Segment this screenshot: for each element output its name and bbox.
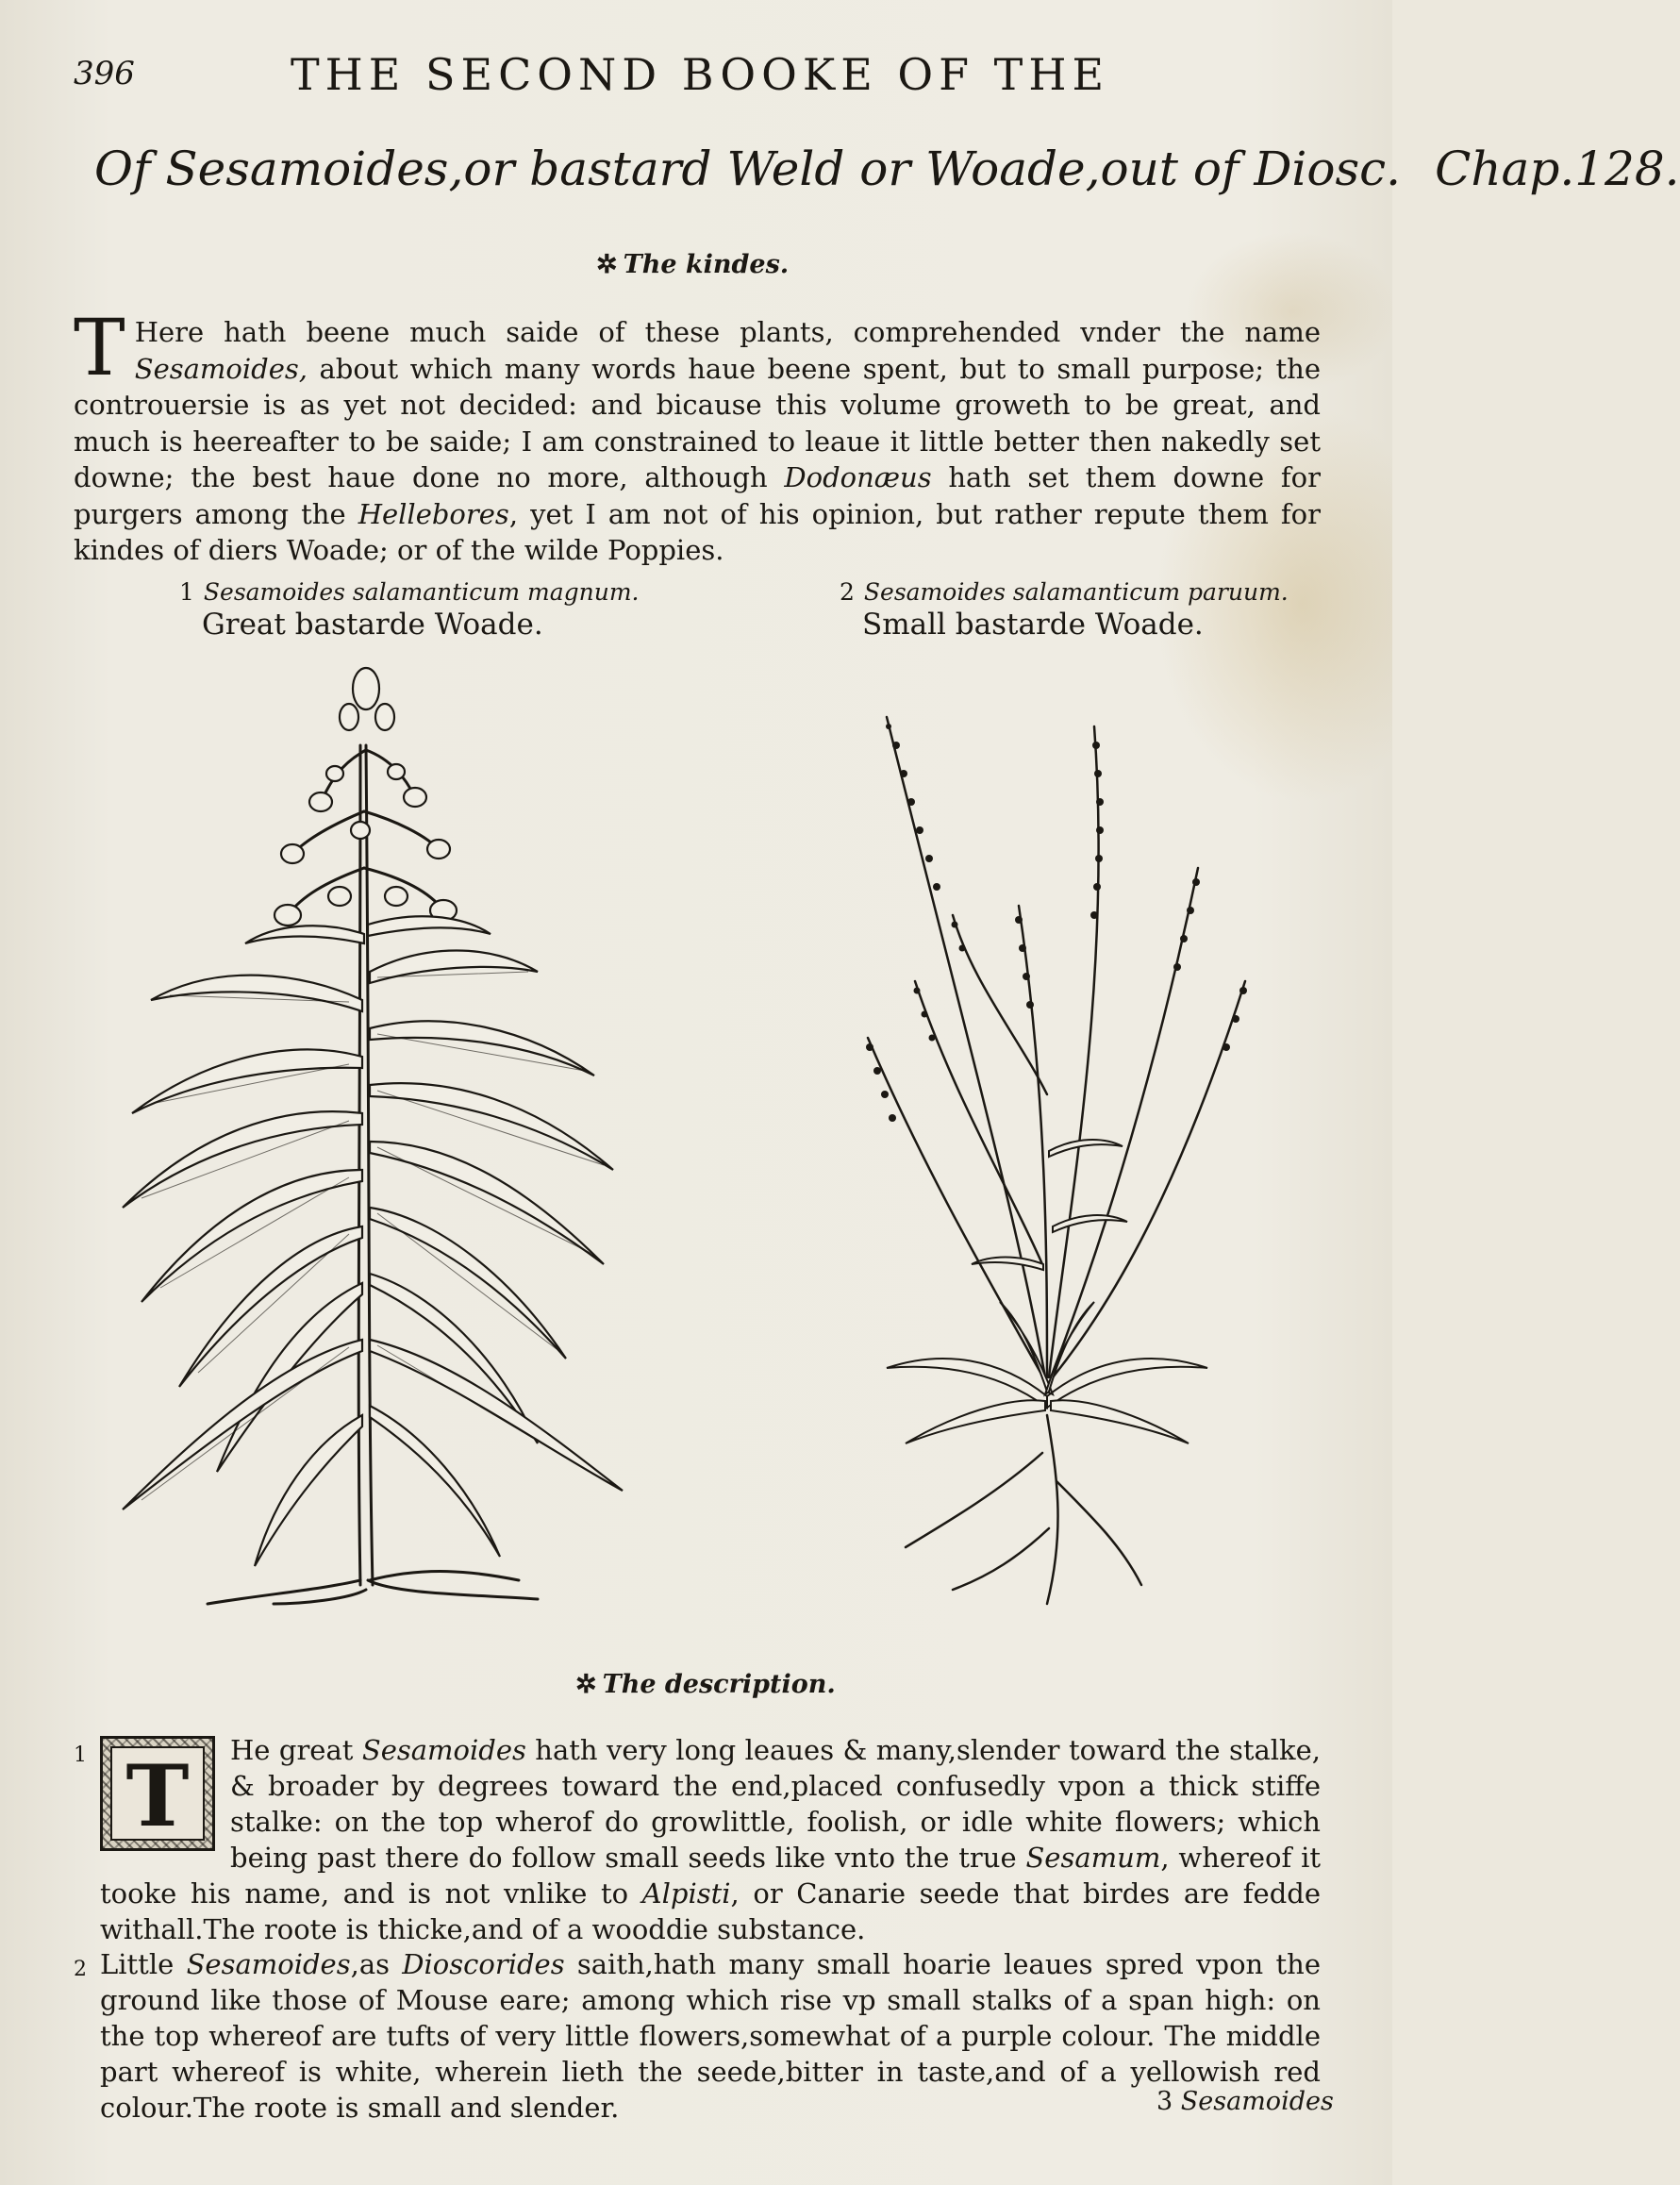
drop-capital: T	[74, 304, 125, 393]
chapter-number: Chap.128.	[1435, 142, 1680, 196]
intro-text-3: hath set them downe for purgers among the	[74, 461, 1321, 530]
intro-text-1: Here hath beene much saide of these plants, comprehended vnder the name	[134, 316, 1321, 348]
chapter-title	[94, 142, 1680, 196]
desc2-italic-2: Dioscorides	[402, 1948, 565, 1980]
woodcut-great-bastarde-woade	[113, 660, 641, 1604]
desc2-text-1: Little	[100, 1948, 187, 1980]
kindes-heading	[596, 250, 789, 279]
running-title: THE SECOND BOOKE OF THE	[291, 49, 1110, 100]
figure-english-name: Great bastarde Woade.	[202, 608, 543, 642]
desc1-italic-1: Sesamoides	[361, 1734, 526, 1766]
item-number: 1	[74, 1743, 87, 1767]
chapter-title-common-names: ,or bastard Weld or Woade,out of	[448, 142, 1255, 196]
woodcut-small-bastarde-woade	[830, 698, 1283, 1604]
chapter-title-plant: Sesamoides	[165, 142, 449, 196]
intro-text-4: , yet I am not of his opinion, but rather repute them for kindes of diers Woade; or of the wilde Poppies.	[74, 497, 1321, 566]
figure-latin-name: Sesamoides salamanticum magnum.	[203, 578, 640, 606]
figure-caption-1	[179, 575, 640, 641]
description-heading	[575, 1670, 836, 1699]
intro-italic-2: Dodonæus	[784, 461, 932, 493]
chapter-title-source: Diosc.	[1254, 142, 1402, 196]
figure-latin-name: Sesamoides salamanticum paruum.	[863, 578, 1289, 606]
figure-number: 2	[840, 578, 855, 606]
description-item-1	[74, 1732, 1321, 1947]
desc1-italic-2: Sesamum	[1025, 1842, 1161, 1874]
intro-text-2: about which many words haue beene spent, but to small purpose; the controuersie is as yet not decided: and bicause this volume groweth to be great, and much is heereafter to be saide; I am constrained to leaue it little better then nakedly set downe; the best haue done no more, although	[74, 352, 1321, 493]
intro-italic-1: Sesamoides,	[134, 352, 308, 385]
intro-paragraph	[74, 304, 1321, 569]
desc1-text-3: , whereof it tooke his name, and is not vnlike to	[100, 1842, 1322, 1910]
figure-number: 1	[179, 578, 194, 606]
desc1-text-1: He great	[230, 1734, 362, 1766]
desc2-text-2: ,as	[350, 1948, 403, 1980]
description-item-2	[74, 1946, 1321, 2126]
desc1-text-2: hath very long leaues & many,slender toward the stalke, & broader by degrees toward the end,placed confusedly vpon a thick stiffe stalke: on the top wherof do growlittle, foolish, or idle white flowers; which being past there do follow small seeds like vnto the true	[230, 1734, 1321, 1874]
catchword-number: 3	[1156, 2087, 1173, 2116]
desc1-italic-3: Alpisti	[641, 1877, 731, 1910]
description-heading-text: The description.	[602, 1670, 836, 1699]
item-number: 2	[74, 1958, 87, 1981]
catchword-text: Sesamoides	[1180, 2087, 1334, 2116]
ornamental-initial	[100, 1736, 215, 1851]
figure-caption-2	[840, 575, 1289, 641]
running-head	[74, 49, 1289, 106]
asterism-icon: ✲	[596, 250, 618, 279]
chapter-title-of: Of	[94, 142, 166, 196]
desc2-italic-1: Sesamoides	[186, 1948, 351, 1980]
asterism-icon: ✲	[575, 1670, 597, 1699]
figure-english-name: Small bastarde Woade.	[862, 608, 1204, 642]
desc2-text-3: saith,hath many small hoarie leaues spred vpon the ground like those of Mouse eare; among which rise vp small stalks of a span high: on the top whereof are tufts of very little flowers,somewhat of a purple colour. The middle part whereof is white, wherein lieth the seede,bitter in taste,and of a yellowish red colour.The roote is small and slender.	[100, 1948, 1321, 2124]
intro-italic-3: Hellebores	[358, 497, 509, 530]
desc1-text-4: , or Canarie seede that birdes are fedde withall.The roote is thicke,and of a wooddie substance.	[100, 1877, 1321, 1945]
page-number: 396	[74, 55, 135, 92]
ornamental-initial-letter: T	[110, 1746, 205, 1841]
catchword	[1156, 2087, 1334, 2116]
kindes-heading-text: The kindes.	[623, 250, 790, 279]
